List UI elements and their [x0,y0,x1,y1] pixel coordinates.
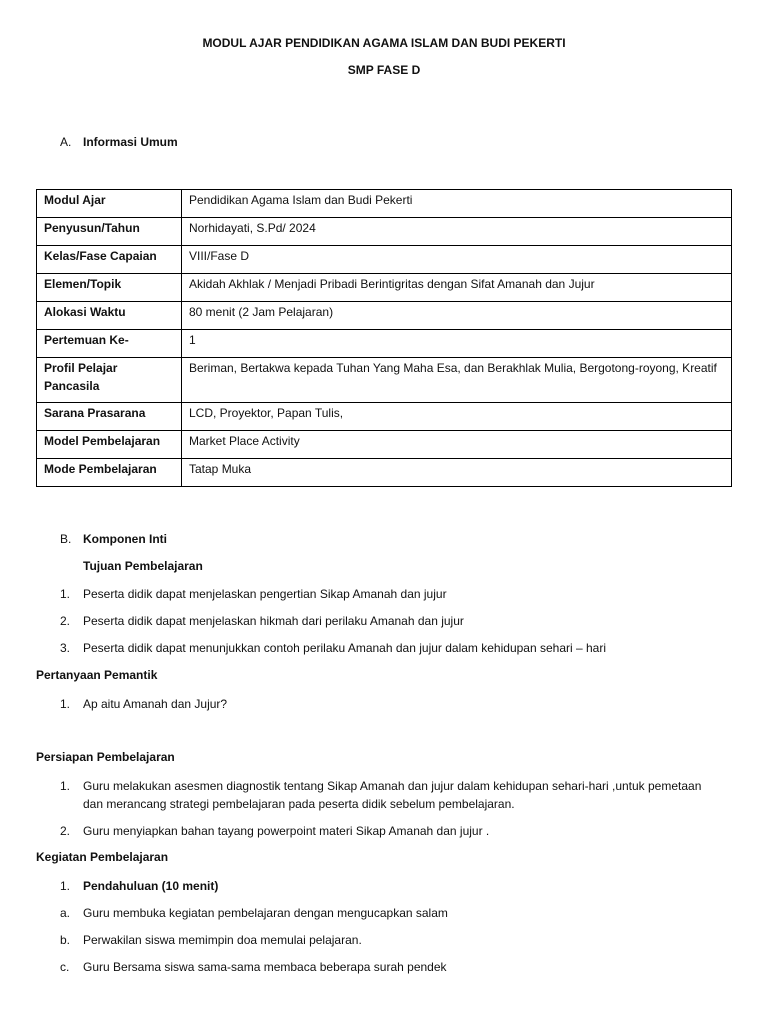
table-key: Elemen/Topik [37,274,182,302]
pertanyaan-heading: Pertanyaan Pemantik [36,668,158,682]
table-value: 80 menit (2 Jam Pelajaran) [182,302,732,330]
list-number: 1. [60,779,71,793]
tujuan-heading: Tujuan Pembelajaran [83,559,203,573]
list-number: 2. [60,614,71,628]
table-key: Model Pembelajaran [37,431,182,459]
table-row [37,246,732,274]
table-row [37,431,732,459]
list-number: 1. [60,697,71,711]
table-key: Kelas/Fase Capaian [37,246,182,274]
list-item: Perwakilan siswa memimpin doa memulai pelajaran. [83,933,362,947]
list-letter: c. [60,960,70,974]
table-value: VIII/Fase D [182,246,732,274]
list-letter: b. [60,933,71,947]
list-item: Guru membuka kegiatan pembelajaran dengan mengucapkan salam [83,906,448,920]
section-a-marker: A. [60,135,72,149]
table-key: Penyusun/Tahun [37,218,182,246]
table-row [37,403,732,431]
table-row [37,459,732,487]
table-value: Akidah Akhlak / Menjadi Pribadi Berintigritas dengan Sifat Amanah dan Jujur [182,274,732,302]
table-key: Mode Pembelajaran [37,459,182,487]
table-row [37,218,732,246]
section-b-marker: B. [60,532,72,546]
table-key: Sarana Prasarana [37,403,182,431]
list-item: Guru Bersama siswa sama-sama membaca beberapa surah pendek [83,960,447,974]
table-row [37,190,732,218]
list-number: 1. [60,879,71,893]
table-key: Profil Pelajar Pancasila [37,358,182,403]
table-row [37,302,732,330]
table-row [37,330,732,358]
list-item: Peserta didik dapat menjelaskan pengertian Sikap Amanah dan jujur [83,587,447,601]
list-item: Ap aitu Amanah dan Jujur? [83,697,228,711]
list-number: 1. [60,587,71,601]
pendahuluan-heading: Pendahuluan (10 menit) [83,879,219,893]
table-value: Norhidayati, S.Pd/ 2024 [182,218,732,246]
kegiatan-heading: Kegiatan Pembelajaran [36,850,169,864]
table-value: Pendidikan Agama Islam dan Budi Pekerti [182,190,732,218]
info-table [36,189,732,487]
list-item: Peserta didik dapat menjelaskan hikmah dari perilaku Amanah dan jujur [83,614,464,628]
persiapan-heading: Persiapan Pembelajaran [36,750,175,764]
list-item: Guru melakukan asesmen diagnostik tentang Sikap Amanah dan jujur dalam kehidupan sehari-hari ,untuk pemetaan dan merancang strategi pembelajaran pada peserta didik sebelum pembelajaran. [83,779,702,811]
table-value: Tatap Muka [182,459,732,487]
list-letter: a. [60,906,71,920]
table-value: LCD, Proyektor, Papan Tulis, [182,403,732,431]
list-item: Guru menyiapkan bahan tayang powerpoint materi Sikap Amanah dan jujur . [83,824,490,838]
table-row [37,274,732,302]
table-value: 1 [182,330,732,358]
list-number: 2. [60,824,71,838]
list-number: 3. [60,641,71,655]
document-title: MODUL AJAR PENDIDIKAN AGAMA ISLAM DAN BUDI PEKERTI [202,36,566,50]
table-key: Pertemuan Ke- [37,330,182,358]
table-key: Modul Ajar [37,190,182,218]
table-key: Alokasi Waktu [37,302,182,330]
list-item: Peserta didik dapat menunjukkan contoh perilaku Amanah dan jujur dalam kehidupan sehari – hari [83,641,607,655]
table-value: Beriman, Bertakwa kepada Tuhan Yang Maha Esa, dan Berakhlak Mulia, Bergotong-royong, Kreatif [182,358,732,403]
table-value: Market Place Activity [182,431,732,459]
table-row [37,358,732,403]
section-b-heading: Komponen Inti [83,532,167,546]
document-subtitle: SMP FASE D [347,63,421,77]
section-a-heading: Informasi Umum [83,135,178,149]
